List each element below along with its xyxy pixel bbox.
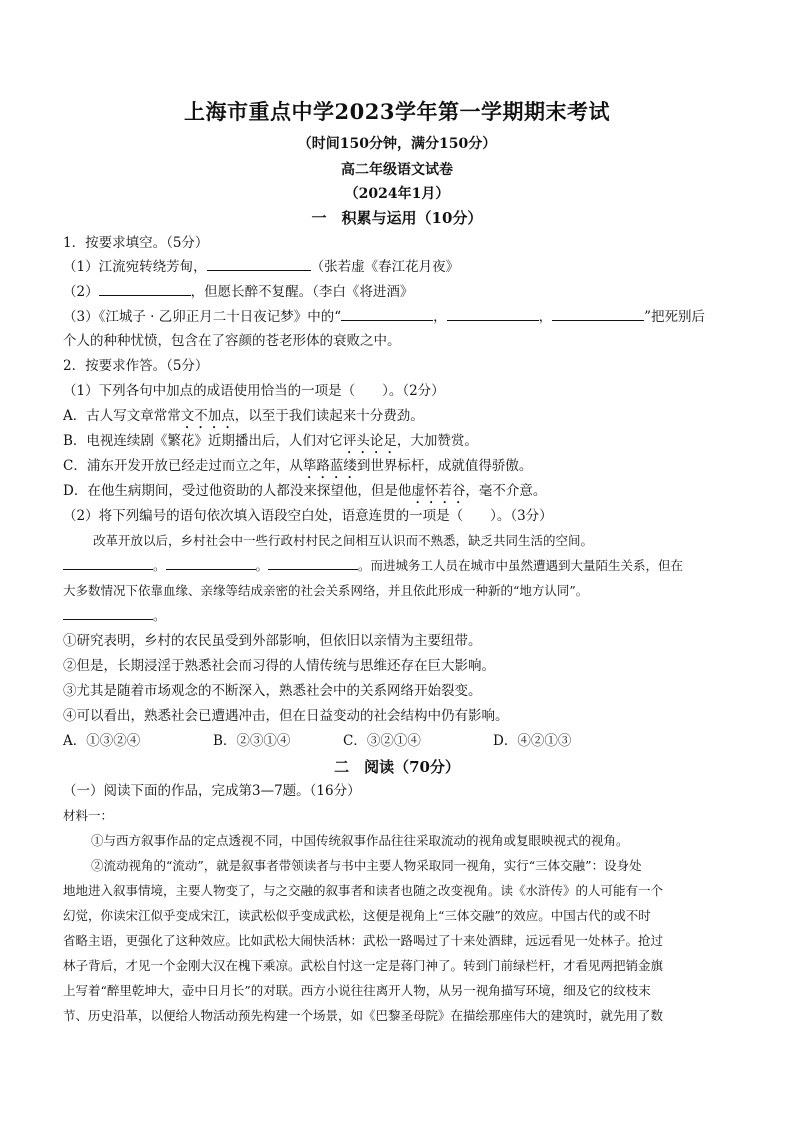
q1-part2-label: （2）	[63, 284, 99, 300]
separator: 。	[153, 608, 166, 623]
answer-blank	[552, 306, 644, 321]
exam-date: （2024年1月）	[344, 186, 450, 202]
answer-blank	[268, 555, 358, 570]
option-b-text: B．电视连续剧《繁花》近期播出后，人们对它	[63, 433, 343, 449]
q1-part3-continued: 个人的种种忧愤，包含在了容颜的苍老形体的衰败之中。	[63, 333, 401, 349]
material-para-1: ①与西方叙事作品的定点透视不同，中国传统叙事作品往往采取流动的视角或复眼映视式的视角。	[91, 833, 629, 848]
q1-stem: 1．按要求填空。（5分）	[63, 235, 209, 251]
q1-part1-text: （1）江流宛转绕芳甸，	[63, 259, 207, 275]
material-para-2-line-3: 幻觉，你读宋江似乎变成宋江，读武松似乎变成武松，这便是视角上“三体交融”的效应。中国古代的或不时	[63, 908, 651, 923]
q1-part3-end: ”把死别后	[644, 309, 706, 325]
answer-choices	[63, 730, 743, 752]
separator: ，	[433, 309, 447, 325]
option-c-rest: 到世界标杆，成就值得骄傲。	[356, 458, 533, 474]
answer-blank	[166, 555, 256, 570]
option-a-full: A．古人写文章常常文不加点，以至于我们读起来十分费劲。	[63, 408, 424, 424]
passage-line-1: 改革开放以后，乡村社会中一些行政村村民之间相互认识而不熟悉，缺乏共同生活的空间。	[93, 533, 594, 548]
choice-d: D．④②①③	[493, 733, 572, 749]
statement-3: ③尤其是随着市场观念的不断深入，熟悉社会中的关系网络开始裂变。	[63, 683, 482, 699]
option-d-text: D．在他生病期间，受过他资助的人都没来探望他，但是他	[63, 483, 412, 499]
passage-line-4	[63, 605, 743, 627]
material-para-2-line-6: 上写着“醉里乾坤大，壶中日月长”的对联。西方小说往往离开人物，从另一视角描写环境，细及它的纹枝末	[63, 983, 651, 998]
material-label: 材料一：	[63, 808, 114, 823]
answer-blank	[99, 281, 191, 296]
passage-line-3: 大多数情况下依靠血缘、亲缘等结成亲密的社会关系网络，并且依此形成一种新的“地方认同”。	[63, 583, 589, 598]
answer-blank	[341, 306, 433, 321]
part1-stem: （一）阅读下面的作品，完成第3—7题。（16分）	[63, 783, 361, 799]
section2-heading: 二 阅读（70分）	[334, 758, 460, 776]
choice-c: C．③②①④	[343, 733, 421, 749]
material-para-2-line-5: 林子背后，才见一个金刚大汉在槐下乘凉。武松自忖这一定是蒋门神了。转到门前绿栏杆，才看见两把销金旗	[63, 958, 664, 973]
q1-part3-text: （3）《江城子 · 乙卯正月二十日夜记梦》中的“	[63, 309, 342, 325]
material-para-2-line-4: 省略主语，更强化了这种效应。比如武松大闹快活林：武松一路喝过了十来处酒肆，远远看见一处林子。抢过	[63, 933, 664, 948]
passage-line-2-text: 。而进城务工人员在城市中虽然遭遇到大量陌生关系，但在	[358, 558, 684, 573]
passage-line-2	[63, 555, 743, 577]
statement-2: ②但是，长期浸淫于熟悉社会而习得的人情传统与思维还存在巨大影响。	[63, 658, 495, 674]
answer-blank	[63, 605, 153, 620]
q2-sub2: （2）将下列编号的语句依次填入语段空白处，语意连贯的一项是（ ）。（3分）	[63, 508, 553, 524]
q1-part2	[63, 281, 743, 303]
option-b	[63, 430, 743, 457]
option-c	[63, 455, 743, 482]
option-c-idiom: 筚路蓝缕	[302, 458, 357, 474]
q1-part1	[63, 256, 743, 278]
choice-b: B．②③①④	[213, 733, 291, 749]
time-note: （时间150分钟，满分150分）	[297, 136, 497, 152]
answer-blank	[447, 306, 539, 321]
exam-title: 上海市重点中学2023学年第一学期期末考试	[184, 99, 610, 124]
answer-blank	[207, 256, 311, 271]
option-b-rest: ，大加赞赏。	[396, 433, 478, 449]
separator: 。	[255, 558, 269, 573]
option-d-rest: ，毫不介意。	[465, 483, 547, 499]
option-d	[63, 480, 743, 507]
separator: ，	[538, 309, 553, 325]
q2-sub1: （1）下列各句中加点的成语使用恰当的一项是（ ）。（2分）	[63, 383, 445, 399]
material-para-2-line-7: 节、历史沿革，以便给人物活动预先构建一个场景，如《巴黎圣母院》在描绘那座伟大的建筑时，就先用了数	[63, 1008, 664, 1023]
option-a-rest: 以至于我们读起来十分费劲。	[248, 408, 424, 424]
q1-part2-text: ，但愿长醉不复醒。（李白《将进酒》	[190, 284, 414, 300]
q1-part3	[63, 306, 743, 328]
option-b-idiom: 评头论足	[342, 433, 397, 449]
statement-1: ①研究表明，乡村的农民虽受到外部影响，但依旧以亲情为主要纽带。	[63, 633, 482, 649]
separator: 。	[153, 558, 166, 573]
option-a-idiom: 文不加点	[180, 408, 235, 424]
q2-stem: 2．按要求作答。（5分）	[63, 358, 209, 374]
statement-4: ④可以看出，熟悉社会已遭遇冲击，但在日益变动的社会结构中仍有影响。	[63, 708, 509, 724]
option-a	[63, 405, 743, 432]
material-para-2-line-1: ②流动视角的“流动”，就是叙事者带领读者与书中主要人物采取同一视角，实行“三体交融”：设身处	[91, 858, 642, 873]
q1-part1-source: （张若虚《春江花月夜》	[310, 259, 460, 275]
paper-name: 高二年级语文试卷	[341, 162, 453, 178]
option-d-idiom: 虚怀若谷	[411, 483, 466, 499]
choice-a: A．①③②④	[63, 733, 141, 749]
material-para-2-line-2: 地地进入叙事情境，主要人物变了，与之交融的叙事者和读者也随之改变视角。读《水浒传》的人可能有一个	[63, 883, 664, 898]
answer-blank	[63, 555, 153, 570]
option-c-text: C．浦东开发开放已经走过而立之年，从	[63, 458, 303, 474]
section1-heading: 一 积累与运用（10分）	[311, 209, 483, 227]
